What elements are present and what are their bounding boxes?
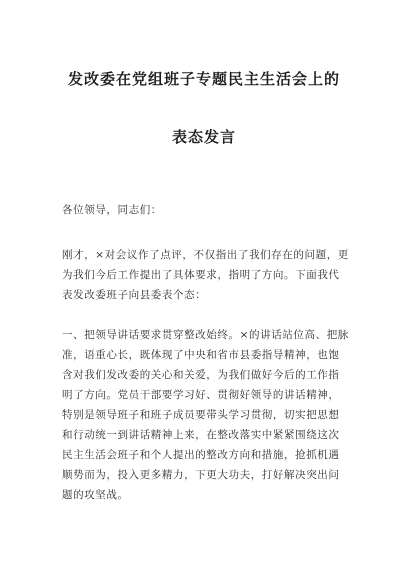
paragraph-2-line: 顺势而为，投入更多精力，下更大功夫，打好解决突出问 [62,469,340,481]
paragraph-2-line: 民主生活会班子和个人提出的整改方向和措施，抢抓机遇 [62,449,340,461]
paragraph-2-line: 题的攻坚战。 [62,489,129,501]
paragraph-2-line: 和行动统一到讲话精神上来，在整改落实中紧紧围绕这次 [62,429,340,441]
paragraph-1 [62,245,362,305]
document-title-line1: 发改委在党组班子专题民主生活会上的 [67,70,340,88]
salutation [62,200,362,220]
paragraph-1-line: 刚才，×对会议作了点评，不仅指出了我们存在的问题，更 [62,249,349,261]
paragraph-2-line: 含对我们发改委的关心和关爱，为我们做好今后的工作指 [62,369,340,381]
paragraph-2-line: 明了方向。党员干部要学习好、贯彻好领导的讲话精神， [62,389,340,401]
paragraph-1-line: 表发改委班子向县委表个态： [62,289,207,301]
paragraph-2-line: 准，语重心长，既体现了中央和省市县委指导精神，也饱 [62,349,340,361]
paragraph-2-line: 特别是领导班子和班子成员要带头学习贯彻，切实把思想 [62,409,340,421]
document-title-line2: 表态发言 [171,128,236,146]
paragraph-2-line: 一、把领导讲话要求贯穿整改始终。×的讲话站位高、把脉 [62,329,349,341]
paragraph-2 [62,325,362,505]
paragraph-1-line: 为我们今后工作提出了具体要求，指明了方向。下面我代 [62,269,340,281]
salutation-text: 各位领导，同志们： [62,204,162,216]
